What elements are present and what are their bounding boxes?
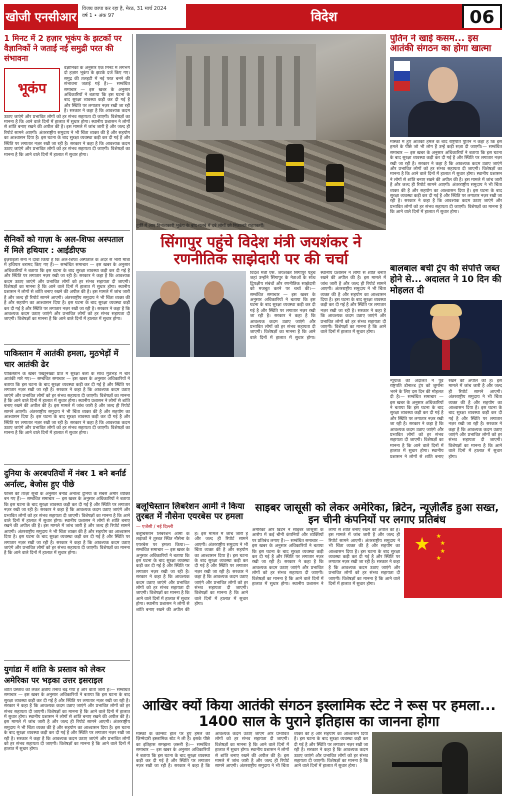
story-headline: बालबाल बची ट्रंप की संपत्ति जब्त होने से... अदालत ने 10 दिन की मोहलत दी bbox=[390, 264, 502, 296]
brand-logo: खोजी एनसीआर bbox=[4, 4, 78, 28]
story-body: मास्को में हुए आतंकी हमले के बाद राष्ट्रपति पुतिन ने कहा है कि इस हमले के पीछे जो भी लोग हैं उन्हें कड़ी सज़ा दी जाएगी। — सम्बंधित समाचार — इस खबर के अनुसार अधिकारियों ने बताया कि इस घटना के बाद सुरक्षा व्यवस्था कड़ी कर दी गई है और स्थिति पर लगातार नज़र रखी जा रही है। सरकार ने कहा है कि आवश्यक कदम उठाए जाएंगे और प्रभावित लोगों को हर संभव सहायता दी जाएगी। विशेषज्ञों का मानना है कि आने वाले दिनों में हालात में सुधार होगा। स्थानीय प्रशासन ने लोगों से शांति बनाए रखने की अपील की है। इस मामले में जांच जारी है और जल्द ही रिपोर्ट सामने आएगी। अंतरराष्ट्रीय समुदाय ने भी चिंता व्यक्त की है और सहयोग का आश्वासन दिया है। इस घटना के बाद सुरक्षा व्यवस्था कड़ी कर दी गई है और स्थिति पर लगातार नज़र रखी जा रही है। सरकार ने कहा है कि आवश्यक कदम उठाए जाएंगे और प्रभावित लोगों को हर संभव सहायता दी जाएगी। विशेषज्ञों का मानना है कि आने वाले दिनों में हालात में सुधार होगा। bbox=[390, 140, 502, 258]
story-peace-proposal bbox=[4, 664, 130, 796]
issue-number: वर्ष 1 • अंक 97 bbox=[82, 13, 115, 19]
story-headline: साइबर जासूसी को लेकर अमेरिका, ब्रिटेन, न्यूज़ीलैंड हुआ सख्त, इन चीनी कंपनियों पर लगाए प्रतिबंध bbox=[255, 502, 499, 526]
story-headline: युगांडा में शांति के प्रस्ताव को लेकर अमेरिका पर भड़का उत्तर इसराइल bbox=[4, 665, 106, 685]
story-headline: आखिर क्यों किया आतंकी संगठन इस्लामिक स्टेट ने रूस पर हमला... 1400 साल के पुराने इतिहास का जानना होगा bbox=[142, 698, 496, 730]
story-body: न्यूयॉर्क की अदालत ने पूर्व राष्ट्रपति डोनाल्ड ट्रंप को जुर्माना भरने के लिए दस दिन की मोहलत दी है। — सम्बंधित समाचार — इस खबर के अनुसार अधिकारियों ने बताया कि इस घटना के बाद सुरक्षा व्यवस्था कड़ी कर दी गई है और स्थिति पर लगातार नज़र रखी जा रही है। सरकार ने कहा है कि आवश्यक कदम उठाए जाएंगे और प्रभावित लोगों को हर संभव सहायता दी जाएगी। विशेषज्ञों का मानना है कि आने वाले दिनों में हालात में सुधार होगा। स्थानीय प्रशासन ने लोगों से शांति बनाए रखने की अपील की है। इस मामले में जांच जारी है और जल्द ही रिपोर्ट सामने आएगी। अंतरराष्ट्रीय समुदाय ने भी चिंता व्यक्त की है और सहयोग का आश्वासन दिया है। इस घटना के बाद सुरक्षा व्यवस्था कड़ी कर दी गई है और स्थिति पर लगातार नज़र रखी जा रही है। सरकार ने कहा है कि आवश्यक कदम उठाए जाएंगे और प्रभावित लोगों को हर संभव सहायता दी जाएगी। विशेषज्ञों का मानना है कि आने वाले दिनों में हालात में सुधार होगा। bbox=[390, 379, 502, 497]
story-headline: पाकिस्तान में आतंकी हमला, मुठभेड़ों में चार आतंकी ढेर bbox=[4, 349, 119, 369]
story-body: मास्को के कॉन्सर्ट हॉल पर हुए हमले की ज़िम्मेदारी इस्लामिक स्टेट ने ली है। इसके पीछे का इतिहास समझना ज़रूरी है। — सम्बंधित समाचार — इस खबर के अनुसार अधिकारियों ने बताया कि इस घटना के बाद सुरक्षा व्यवस्था कड़ी कर दी गई है और स्थिति पर लगातार नज़र रखी जा रही है। सरकार ने कहा है कि आवश्यक कदम उठाए जाएंगे और प्रभावित लोगों को हर संभव सहायता दी जाएगी। विशेषज्ञों का मानना है कि आने वाले दिनों में हालात में सुधार होगा। स्थानीय प्रशासन ने लोगों से शांति बनाए रखने की अपील की है। इस मामले में जांच जारी है और जल्द ही रिपोर्ट सामने आएगी। अंतरराष्ट्रीय समुदाय ने भी चिंता व्यक्त की है और सहयोग का आश्वासन दिया है। इस घटना के बाद सुरक्षा व्यवस्था कड़ी कर दी गई है और स्थिति पर लगातार नज़र रखी जा रही है। सरकार ने कहा है कि आवश्यक कदम उठाए जाएंगे और प्रभावित लोगों को हर संभव सहायता दी जाएगी। विशेषज्ञों का मानना है कि आने वाले दिनों में हालात में सुधार होगा। bbox=[136, 732, 502, 796]
photo-caption: तुर्की में आए विनाशकारी भूकंप के बाद मलबे में दबे लोगों को निकालते राहतकर्मी। bbox=[136, 224, 265, 229]
putin-photo bbox=[390, 57, 502, 137]
main-headline: सिंगापुर पहुंचे विदेश मंत्री जयशंकर ने रणनीतिक साझेदारी पर की चर्चा bbox=[160, 234, 362, 268]
story-trump bbox=[390, 264, 502, 498]
story-body: इज़राइली सेना ने दावा किया है कि अल-शिफा अस्पताल के अंदर से भारी मात्रा में हथियार बरामद किए गए हैं। — सम्बंधित समाचार — इस खबर के अनुसार अधिकारियों ने बताया कि इस घटना के बाद सुरक्षा व्यवस्था कड़ी कर दी गई है और स्थिति पर लगातार नज़र रखी जा रही है। सरकार ने कहा है कि आवश्यक कदम उठाए जाएंगे और प्रभावित लोगों को हर संभव सहायता दी जाएगी। विशेषज्ञों का मानना है कि आने वाले दिनों में हालात में सुधार होगा। स्थानीय प्रशासन ने लोगों से शांति बनाए रखने की अपील की है। इस मामले में जांच जारी है और जल्द ही रिपोर्ट सामने आएगी। अंतरराष्ट्रीय समुदाय ने भी चिंता व्यक्त की है और सहयोग का आश्वासन दिया है। इस घटना के बाद सुरक्षा व्यवस्था कड़ी कर दी गई है और स्थिति पर लगातार नज़र रखी जा रही है। सरकार ने कहा है कि आवश्यक कदम उठाए जाएंगे और प्रभावित लोगों को हर संभव सहायता दी जाएगी। विशेषज्ञों का मानना है कि आने वाले दिनों में हालात में सुधार होगा। bbox=[4, 258, 130, 340]
story-gaza bbox=[4, 234, 130, 340]
story-body: पाकिस्तान के खैबर पख्तूनख्वा प्रांत में सुरक्षा बलों के साथ मुठभेड़ में चार आतंकी मारे गए। — सम्बंधित समाचार — इस खबर के अनुसार अधिकारियों ने बताया कि इस घटना के बाद सुरक्षा व्यवस्था कड़ी कर दी गई है और स्थिति पर लगातार नज़र रखी जा रही है। सरकार ने कहा है कि आवश्यक कदम उठाए जाएंगे और प्रभावित लोगों को हर संभव सहायता दी जाएगी। विशेषज्ञों का मानना है कि आने वाले दिनों में हालात में सुधार होगा। स्थानीय प्रशासन ने लोगों से शांति बनाए रखने की अपील की है। इस मामले में जांच जारी है और जल्द ही रिपोर्ट सामने आएगी। अंतरराष्ट्रीय समुदाय ने भी चिंता व्यक्त की है और सहयोग का आश्वासन दिया है। इस घटना के बाद सुरक्षा व्यवस्था कड़ी कर दी गई है और स्थिति पर लगातार नज़र रखी जा रही है। सरकार ने कहा है कि आवश्यक कदम उठाए जाएंगे और प्रभावित लोगों को हर संभव सहायता दी जाएगी। विशेषज्ञों का मानना है कि आने वाले दिनों में हालात में सुधार होगा। bbox=[4, 372, 130, 460]
story-putin bbox=[390, 34, 502, 260]
story-cyber bbox=[252, 502, 502, 680]
earthquake-graphic bbox=[4, 68, 60, 112]
issue-date: विजय छापा कर रहा है, मेरठ, 31 मार्च 2024 bbox=[82, 6, 167, 12]
story-body: विदेश मंत्री एस. जयशंकर सिंगापुर पहुंचे जहां उन्होंने सिंगापुर के नेताओं के साथ द्विपक्षीय संबंधों और रणनीतिक साझेदारी को मजबूत करने पर चर्चा की। — सम्बंधित समाचार — इस खबर के अनुसार अधिकारियों ने बताया कि इस घटना के बाद सुरक्षा व्यवस्था कड़ी कर दी गई है और स्थिति पर लगातार नज़र रखी जा रही है। सरकार ने कहा है कि आवश्यक कदम उठाए जाएंगे और प्रभावित लोगों को हर संभव सहायता दी जाएगी। विशेषज्ञों का मानना है कि आने वाले दिनों में हालात में सुधार होगा। स्थानीय प्रशासन ने लोगों से शांति बनाए रखने की अपील की है। इस मामले में जांच जारी है और जल्द ही रिपोर्ट सामने आएगी। अंतरराष्ट्रीय समुदाय ने भी चिंता व्यक्त की है और सहयोग का आश्वासन दिया है। इस घटना के बाद सुरक्षा व्यवस्था कड़ी कर दी गई है और स्थिति पर लगातार नज़र रखी जा रही है। सरकार ने कहा है कि आवश्यक कदम उठाए जाएंगे और प्रभावित लोगों को हर संभव सहायता दी जाएगी। विशेषज्ञों का मानना है कि आने वाले दिनों में हालात में सुधार होगा। bbox=[136, 271, 386, 481]
story-balochistan bbox=[136, 502, 248, 694]
page-number: 06 bbox=[462, 4, 502, 28]
story-body: शांति प्रस्ताव को लेकर क्षेत्रीय तनाव बढ़ गया है और वार्ता जारी है। — सम्बंधित समाचार — इस खबर के अनुसार अधिकारियों ने बताया कि इस घटना के बाद सुरक्षा व्यवस्था कड़ी कर दी गई है और स्थिति पर लगातार नज़र रखी जा रही है। सरकार ने कहा है कि आवश्यक कदम उठाए जाएंगे और प्रभावित लोगों को हर संभव सहायता दी जाएगी। विशेषज्ञों का मानना है कि आने वाले दिनों में हालात में सुधार होगा। स्थानीय प्रशासन ने लोगों से शांति बनाए रखने की अपील की है। इस मामले में जांच जारी है और जल्द ही रिपोर्ट सामने आएगी। अंतरराष्ट्रीय समुदाय ने भी चिंता व्यक्त की है और सहयोग का आश्वासन दिया है। इस घटना के बाद सुरक्षा व्यवस्था कड़ी कर दी गई है और स्थिति पर लगातार नज़र रखी जा रही है। सरकार ने कहा है कि आवश्यक कदम उठाए जाएंगे और प्रभावित लोगों को हर संभव सहायता दी जाएगी। विशेषज्ञों का मानना है कि आने वाले दिनों में हालात में सुधार होगा। bbox=[4, 688, 130, 796]
trump-photo bbox=[390, 300, 502, 376]
story-pakistan bbox=[4, 348, 130, 460]
story-headline: पुतिन ने खाई कसम... इस आतंकी संगठन का होगा खात्मा bbox=[390, 34, 492, 54]
story-earthquake bbox=[4, 34, 130, 226]
story-body: ★ ★ ★ ★ ★ अमेरिका और ब्रिटेन ने साइबर जासूसी के आरोप में कई चीनी कंपनियों और व्यक्तियों पर प्रतिबंध लगाए हैं। — सम्बंधित समाचार — इस खबर के अनुसार अधिकारियों ने बताया कि इस घटना के बाद सुरक्षा व्यवस्था कड़ी कर दी गई है और स्थिति पर लगातार नज़र रखी जा रही है। सरकार ने कहा है कि आवश्यक कदम उठाए जाएंगे और प्रभावित लोगों को हर संभव सहायता दी जाएगी। विशेषज्ञों का मानना है कि आने वाले दिनों में हालात में सुधार होगा। स्थानीय प्रशासन ने लोगों से शांति बनाए रखने की अपील की है। इस मामले में जांच जारी है और जल्द ही रिपोर्ट सामने आएगी। अंतरराष्ट्रीय समुदाय ने भी चिंता व्यक्त की है और सहयोग का आश्वासन दिया है। इस घटना के बाद सुरक्षा व्यवस्था कड़ी कर दी गई है और स्थिति पर लगातार नज़र रखी जा रही है। सरकार ने कहा है कि आवश्यक कदम उठाए जाएंगे और प्रभावित लोगों को हर संभव सहायता दी जाएगी। विशेषज्ञों का मानना है कि आने वाले दिनों में हालात में सुधार होगा। bbox=[252, 528, 502, 668]
left-column bbox=[4, 34, 130, 796]
story-headline: सैनिकों को गाज़ा के अल-शिफा अस्पताल में मिले हथियार : आईडीएफ bbox=[4, 235, 124, 255]
section-title: विदेश bbox=[186, 4, 462, 28]
story-jaishankar bbox=[136, 234, 386, 498]
story-headline: बलूचिस्तान लिबरेशन आर्मी ने किया तुरबत में नौसेना एयरबेस पर हमला bbox=[136, 502, 245, 522]
story-byline: — एजेंसी / नई दिल्ली bbox=[136, 525, 174, 530]
jaishankar-photo bbox=[136, 271, 246, 357]
militant-photo bbox=[372, 732, 502, 794]
story-headline: दुनिया के अरबपतियों में नंबर 1 बने बर्नार्ड अर्नाल्ट, बेजोस हुए पीछे bbox=[4, 469, 126, 489]
masthead bbox=[4, 4, 502, 30]
china-flag-photo: ★ ★ ★ ★ ★ bbox=[404, 528, 502, 598]
story-isis bbox=[136, 698, 502, 796]
earthquake-rescue-photo bbox=[136, 34, 386, 230]
story-body: बलूचिस्तान लिबरेशन आर्मी के लड़ाकों ने तुरबत स्थित नौसेना के एयरबेस पर हमला किया। — सम्बंधित समाचार — इस खबर के अनुसार अधिकारियों ने बताया कि इस घटना के बाद सुरक्षा व्यवस्था कड़ी कर दी गई है और स्थिति पर लगातार नज़र रखी जा रही है। सरकार ने कहा है कि आवश्यक कदम उठाए जाएंगे और प्रभावित लोगों को हर संभव सहायता दी जाएगी। विशेषज्ञों का मानना है कि आने वाले दिनों में हालात में सुधार होगा। स्थानीय प्रशासन ने लोगों से शांति बनाए रखने की अपील की है। इस मामले में जांच जारी है और जल्द ही रिपोर्ट सामने आएगी। अंतरराष्ट्रीय समुदाय ने भी चिंता व्यक्त की है और सहयोग का आश्वासन दिया है। इस घटना के बाद सुरक्षा व्यवस्था कड़ी कर दी गई है और स्थिति पर लगातार नज़र रखी जा रही है। सरकार ने कहा है कि आवश्यक कदम उठाए जाएंगे और प्रभावित लोगों को हर संभव सहायता दी जाएगी। विशेषज्ञों का मानना है कि आने वाले दिनों में हालात में सुधार होगा। bbox=[136, 532, 248, 682]
issue-meta bbox=[78, 4, 186, 28]
story-body: भूकंप वैज्ञानिकों के अनुसार एक मिनट में लगभग दो हज़ार भूकंप के झटके दर्ज किए गए। समुद्र की तलहटी में नई परत बनने की संभावना जताई गई है। — सम्बंधित समाचार — इस खबर के अनुसार अधिकारियों ने बताया कि इस घटना के बाद सुरक्षा व्यवस्था कड़ी कर दी गई है और स्थिति पर लगातार नज़र रखी जा रही है। सरकार ने कहा है कि आवश्यक कदम उठाए जाएंगे और प्रभावित लोगों को हर संभव सहायता दी जाएगी। विशेषज्ञों का मानना है कि आने वाले दिनों में हालात में सुधार होगा। स्थानीय प्रशासन ने लोगों से शांति बनाए रखने की अपील की है। इस मामले में जांच जारी है और जल्द ही रिपोर्ट सामने आएगी। अंतरराष्ट्रीय समुदाय ने भी चिंता व्यक्त की है और सहयोग का आश्वासन दिया है। इस घटना के बाद सुरक्षा व्यवस्था कड़ी कर दी गई है और स्थिति पर लगातार नज़र रखी जा रही है। सरकार ने कहा है कि आवश्यक कदम उठाए जाएंगे और प्रभावित लोगों को हर संभव सहायता दी जाएगी। विशेषज्ञों का मानना है कि आने वाले दिनों में हालात में सुधार होगा। bbox=[4, 66, 130, 226]
story-billionaires bbox=[4, 468, 130, 656]
story-headline: 1 मिनट में 2 हज़ार भूकंप के झटकों पर वैज्ञानिकों ने जताई नई समुद्री परत की संभावना bbox=[4, 34, 122, 63]
story-body: फोर्ब्स की ताज़ा सूची के अनुसार बर्नार्ड अर्नाल्ट दुनिया के सबसे अमीर व्यक्ति बन गए हैं। — सम्बंधित समाचार — इस खबर के अनुसार अधिकारियों ने बताया कि इस घटना के बाद सुरक्षा व्यवस्था कड़ी कर दी गई है और स्थिति पर लगातार नज़र रखी जा रही है। सरकार ने कहा है कि आवश्यक कदम उठाए जाएंगे और प्रभावित लोगों को हर संभव सहायता दी जाएगी। विशेषज्ञों का मानना है कि आने वाले दिनों में हालात में सुधार होगा। स्थानीय प्रशासन ने लोगों से शांति बनाए रखने की अपील की है। इस मामले में जांच जारी है और जल्द ही रिपोर्ट सामने आएगी। अंतरराष्ट्रीय समुदाय ने भी चिंता व्यक्त की है और सहयोग का आश्वासन दिया है। इस घटना के बाद सुरक्षा व्यवस्था कड़ी कर दी गई है और स्थिति पर लगातार नज़र रखी जा रही है। सरकार ने कहा है कि आवश्यक कदम उठाए जाएंगे और प्रभावित लोगों को हर संभव सहायता दी जाएगी। विशेषज्ञों का मानना है कि आने वाले दिनों में हालात में सुधार होगा। bbox=[4, 492, 130, 656]
earthquake-word: भूकंप bbox=[17, 81, 47, 98]
